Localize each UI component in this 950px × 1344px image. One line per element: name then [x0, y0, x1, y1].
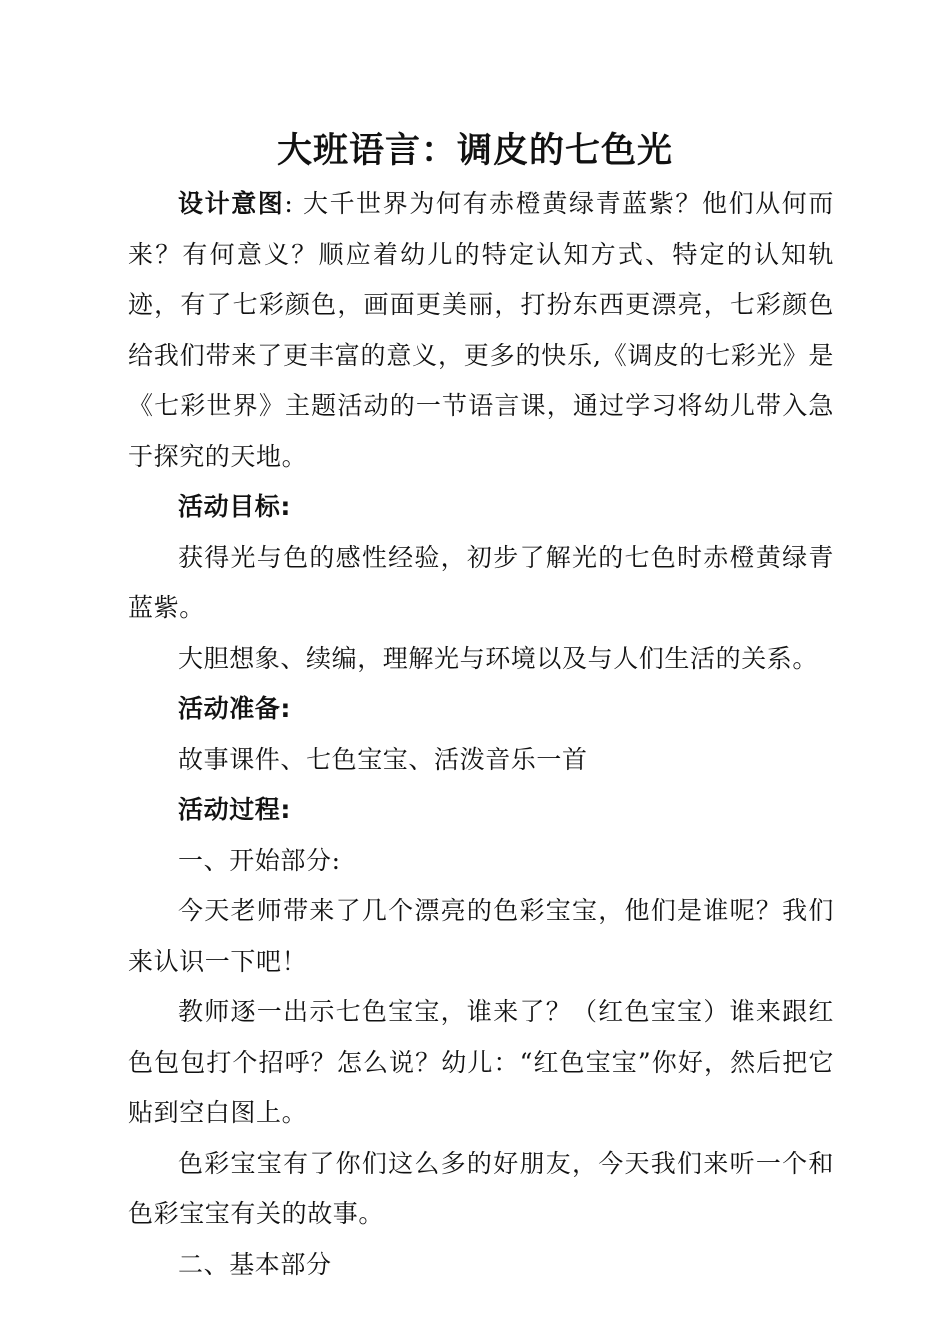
- prep-paragraph: 故事课件、七色宝宝、活泼音乐一首: [178, 744, 588, 774]
- document-body: [128, 179, 834, 1290]
- process-heading: 活动过程:: [178, 795, 291, 824]
- part-1-heading: 一、开始部分:: [178, 845, 341, 875]
- design-intent-text: : 大千世界为何有赤橙黄绿青蓝紫？他们从何而来？有何意义？顺应着幼儿的特定认知方式、特定的认知轨迹，有了七彩颜色，画面更美丽，打扮东西更漂亮，七彩颜色给我们带来了更丰富的意义，更多的快乐,《调皮的七彩光》是《七彩世界》主题活动的一节语言课，通过学习将幼儿带入急于探究的天地。: [128, 189, 834, 471]
- process-paragraph-2: 教师逐一出示七色宝宝，谁来了？（红色宝宝）谁来跟红色包包打个招呼？怎么说？幼儿：“红色宝宝”你好，然后把它贴到空白图上。: [128, 997, 834, 1127]
- prep-heading: 活动准备:: [178, 694, 291, 723]
- design-intent-paragraph: [128, 179, 834, 482]
- goal-1-paragraph: 获得光与色的感性经验，初步了解光的七色时赤橙黄绿青蓝紫。: [128, 542, 834, 622]
- process-paragraph-3: 色彩宝宝有了你们这么多的好朋友，今天我们来听一个和色彩宝宝有关的故事。: [128, 1148, 834, 1228]
- goal-2-paragraph: 大胆想象、续编，理解光与环境以及与人们生活的关系。: [178, 643, 819, 673]
- design-intent-label: 设计意图: [178, 189, 285, 218]
- goals-heading: 活动目标:: [178, 492, 291, 521]
- document-title: 大班语言：调皮的七色光: [276, 131, 673, 171]
- part-2-heading: 二、基本部分: [178, 1249, 332, 1279]
- process-paragraph-1: 今天老师带来了几个漂亮的色彩宝宝，他们是谁呢？我们来认识一下吧！: [128, 896, 834, 976]
